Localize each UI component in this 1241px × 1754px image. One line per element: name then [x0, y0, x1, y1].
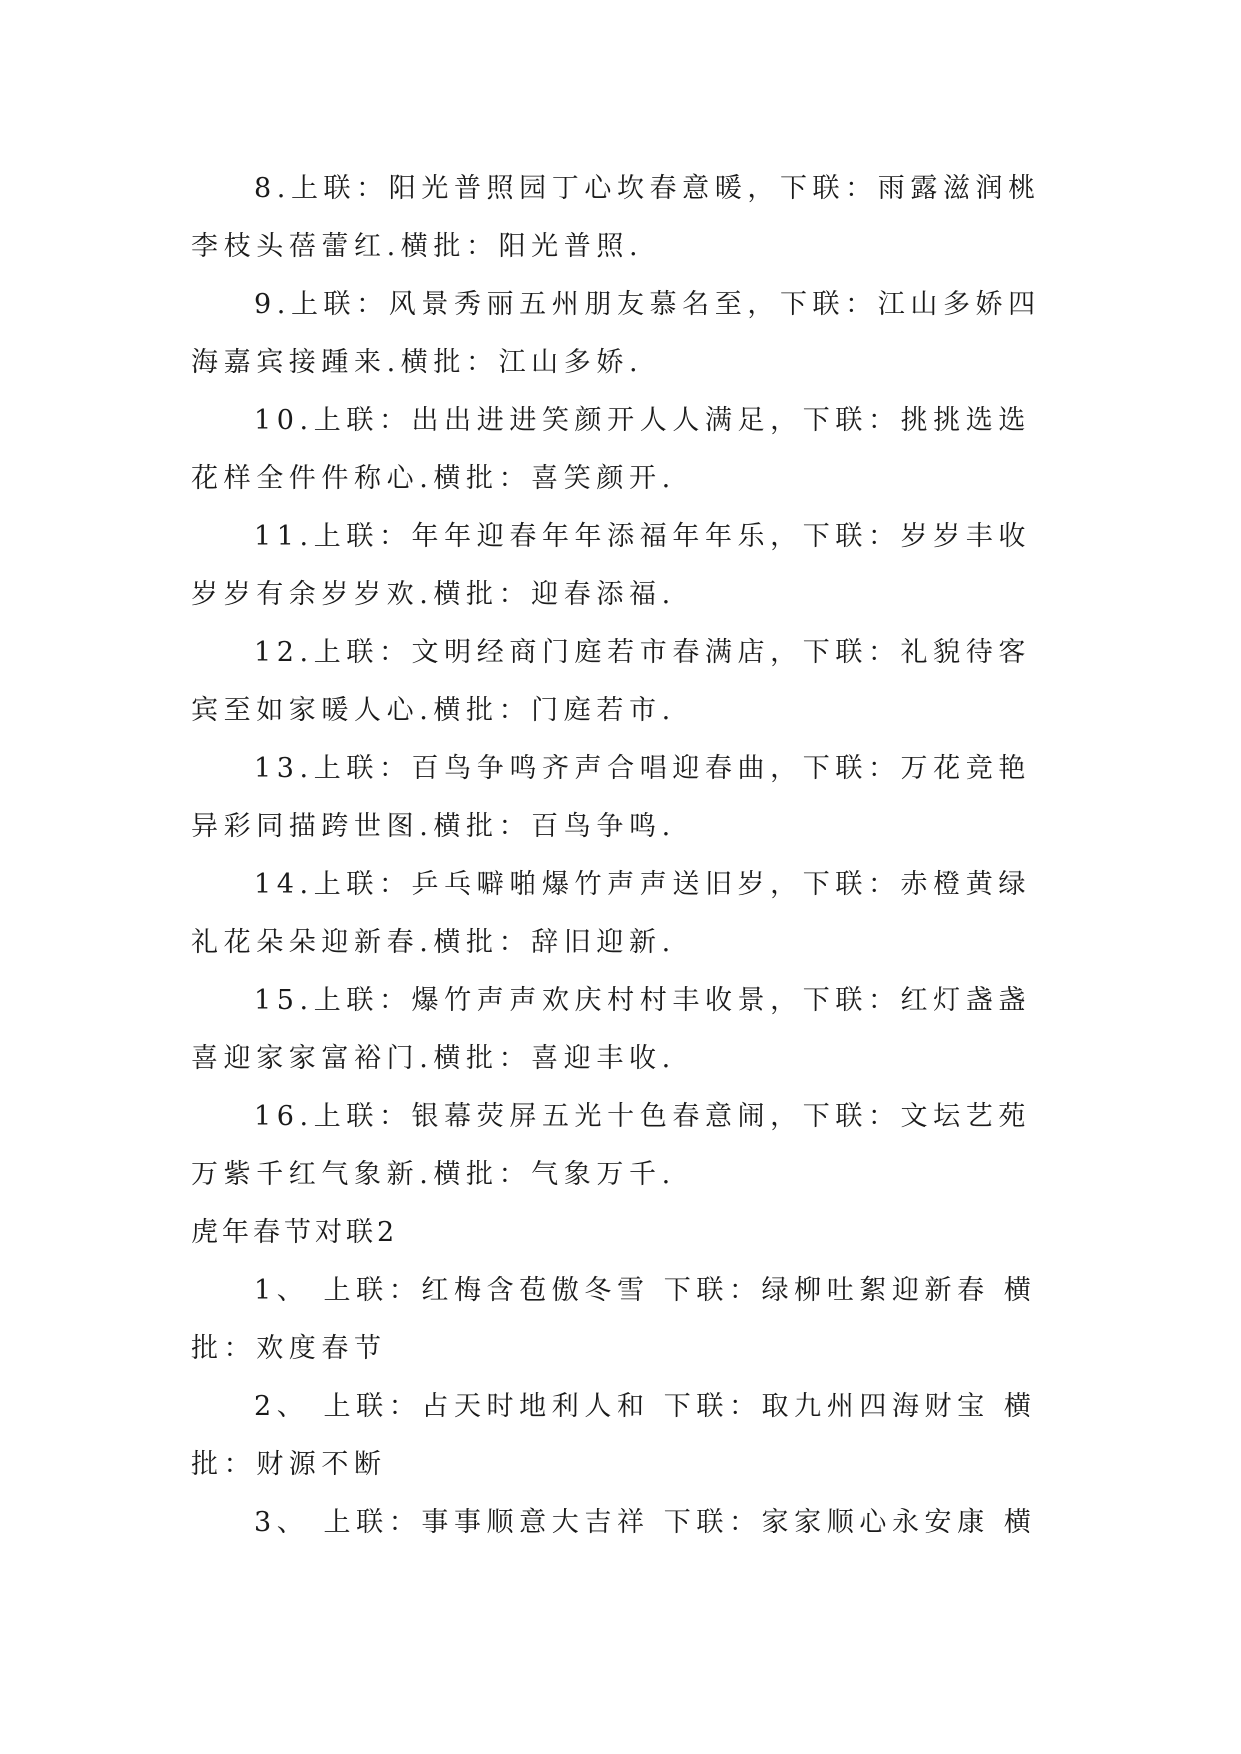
paragraph-line: 批：欢度春节 — [191, 1333, 387, 1364]
paragraph-line: 喜迎家家富裕门.横批：喜迎丰收. — [191, 1043, 676, 1074]
paragraph-line: 3、 上联：事事顺意大吉祥 下联：家家顺心永安康 横 — [254, 1507, 1037, 1538]
paragraph-line: 1、 上联：红梅含苞傲冬雪 下联：绿柳吐絮迎新春 横 — [254, 1275, 1037, 1306]
paragraph-line: 2、 上联：占天时地利人和 下联：取九州四海财宝 横 — [254, 1391, 1037, 1422]
paragraph-line: 异彩同描跨世图.横批：百鸟争鸣. — [191, 811, 676, 842]
paragraph-line: 15.上联：爆竹声声欢庆村村丰收景，下联：红灯盏盏 — [254, 985, 1031, 1016]
paragraph-line: 海嘉宾接踵来.横批：江山多娇. — [191, 347, 644, 378]
paragraph-line: 12.上联：文明经商门庭若市春满店，下联：礼貌待客 — [254, 637, 1031, 668]
paragraph-line: 批：财源不断 — [191, 1449, 387, 1480]
paragraph-line: 9.上联：风景秀丽五州朋友慕名至，下联：江山多娇四 — [254, 289, 1041, 320]
section-heading: 虎年春节对联2 — [191, 1217, 399, 1248]
paragraph-line: 宾至如家暖人心.横批：门庭若市. — [191, 695, 676, 726]
paragraph-line: 11.上联：年年迎春年年添福年年乐，下联：岁岁丰收 — [254, 521, 1031, 552]
paragraph-line: 李枝头蓓蕾红.横批：阳光普照. — [191, 231, 644, 262]
paragraph-line: 花样全件件称心.横批：喜笑颜开. — [191, 463, 676, 494]
paragraph-line: 万紫千红气象新.横批：气象万千. — [191, 1159, 676, 1190]
paragraph-line: 礼花朵朵迎新春.横批：辞旧迎新. — [191, 927, 676, 958]
paragraph-line: 岁岁有余岁岁欢.横批：迎春添福. — [191, 579, 676, 610]
paragraph-line: 14.上联：乒乓噼啪爆竹声声送旧岁，下联：赤橙黄绿 — [254, 869, 1031, 900]
paragraph-line: 10.上联：出出进进笑颜开人人满足，下联：挑挑选选 — [254, 405, 1031, 436]
paragraph-line: 16.上联：银幕荧屏五光十色春意闹，下联：文坛艺苑 — [254, 1101, 1031, 1132]
paragraph-line: 8.上联：阳光普照园丁心坎春意暖，下联：雨露滋润桃 — [254, 173, 1041, 204]
paragraph-line: 13.上联：百鸟争鸣齐声合唱迎春曲，下联：万花竞艳 — [254, 753, 1031, 784]
document-body — [191, 160, 1051, 1552]
